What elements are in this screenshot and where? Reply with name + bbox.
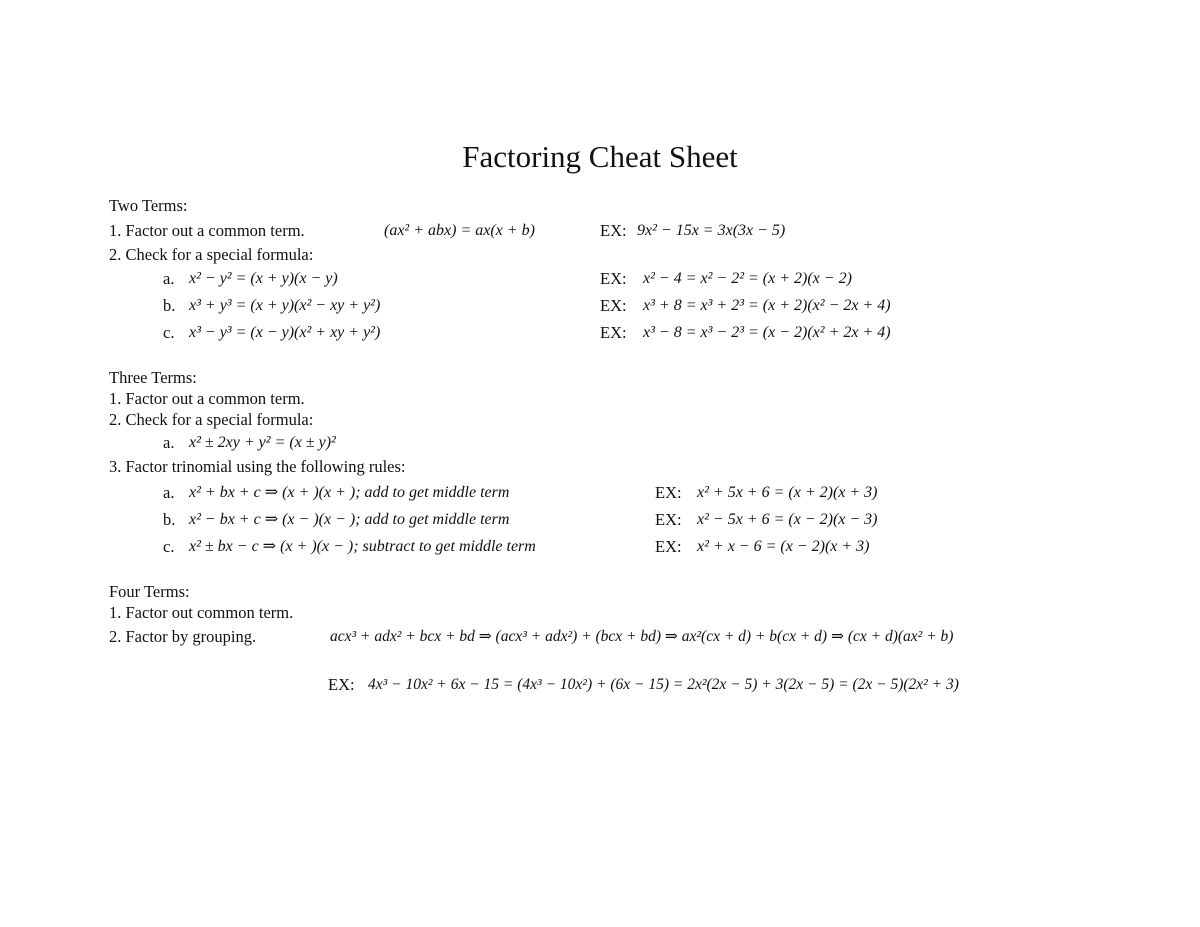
- four-terms-example: 4x³ − 10x² + 6x − 15 = (4x³ − 10x²) + (6x − 15) = 2x²(2x − 5) + 3(2x − 5) = (2x − 5)(2x² + 3): [368, 676, 959, 693]
- two-terms-item-b-example: x³ + 8 = x³ + 2³ = (x + 2)(x² − 2x + 4): [643, 297, 891, 314]
- two-terms-step-1-example: 9x² − 15x = 3x(3x − 5): [637, 222, 786, 239]
- two-terms-step-1: 1. Factor out a common term.: [109, 221, 305, 240]
- two-terms-item-c-example: x³ − 8 = x³ − 2³ = (x − 2)(x² + 2x + 4): [643, 324, 891, 341]
- four-terms-step-2: 2. Factor by grouping.: [109, 627, 257, 646]
- trinomial-rule-a-formula: x² + bx + c ⇒ (x + )(x + ); add to get middle term: [189, 484, 510, 501]
- four-terms-ex-label: EX:: [328, 675, 355, 694]
- trinomial-rule-c-example: x² + x − 6 = (x − 2)(x + 3): [697, 538, 870, 555]
- two-terms-item-a-label: a.: [163, 269, 175, 288]
- three-terms-step-1: 1. Factor out a common term.: [109, 389, 305, 408]
- trinomial-rule-c-formula: x² ± bx − c ⇒ (x + )(x − ); subtract to get middle term: [189, 538, 536, 555]
- two-terms-item-c-ex-label: EX:: [600, 323, 627, 342]
- two-terms-item-b-ex-label: EX:: [600, 296, 627, 315]
- grouping-formula: acx³ + adx² + bcx + bd ⇒ (acx³ + adx²) + (bcx + bd) ⇒ ax²(cx + d) + b(cx + d) ⇒ (cx + d)(ax² + b): [330, 628, 954, 645]
- trinomial-rule-b-ex-label: EX:: [655, 510, 682, 529]
- trinomial-rule-a-label: a.: [163, 483, 175, 502]
- two-terms-item-c-label: c.: [163, 323, 175, 342]
- two-terms-step-1-formula: (ax² + abx) = ax(x + b): [384, 222, 535, 239]
- two-terms-item-c-formula: x³ − y³ = (x − y)(x² + xy + y²): [189, 324, 381, 341]
- trinomial-rule-b-example: x² − 5x + 6 = (x − 2)(x − 3): [697, 511, 878, 528]
- two-terms-item-b-formula: x³ + y³ = (x + y)(x² − xy + y²): [189, 297, 381, 314]
- two-terms-heading: Two Terms:: [109, 196, 188, 215]
- two-terms-step-2: 2. Check for a special formula:: [109, 245, 314, 264]
- three-terms-heading: Three Terms:: [109, 368, 197, 387]
- page-title: Factoring Cheat Sheet: [462, 139, 738, 174]
- trinomial-rule-c-ex-label: EX:: [655, 537, 682, 556]
- three-terms-special-formula: x² ± 2xy + y² = (x ± y)²: [189, 434, 336, 451]
- trinomial-rule-a-example: x² + 5x + 6 = (x + 2)(x + 3): [697, 484, 878, 501]
- four-terms-step-1: 1. Factor out common term.: [109, 603, 294, 622]
- three-terms-step-2: 2. Check for a special formula:: [109, 410, 314, 429]
- two-terms-item-a-formula: x² − y² = (x + y)(x − y): [189, 270, 338, 287]
- two-terms-item-b-label: b.: [163, 296, 176, 315]
- two-terms-item-a-example: x² − 4 = x² − 2² = (x + 2)(x − 2): [643, 270, 852, 287]
- four-terms-heading: Four Terms:: [109, 582, 190, 601]
- two-terms-item-a-ex-label: EX:: [600, 269, 627, 288]
- trinomial-rule-b-label: b.: [163, 510, 176, 529]
- three-terms-step-3: 3. Factor trinomial using the following rules:: [109, 457, 406, 476]
- three-terms-special-label: a.: [163, 433, 175, 452]
- trinomial-rule-b-formula: x² − bx + c ⇒ (x − )(x − ); add to get middle term: [189, 511, 510, 528]
- trinomial-rule-c-label: c.: [163, 537, 175, 556]
- two-terms-step-1-ex-label: EX:: [600, 221, 627, 240]
- trinomial-rule-a-ex-label: EX:: [655, 483, 682, 502]
